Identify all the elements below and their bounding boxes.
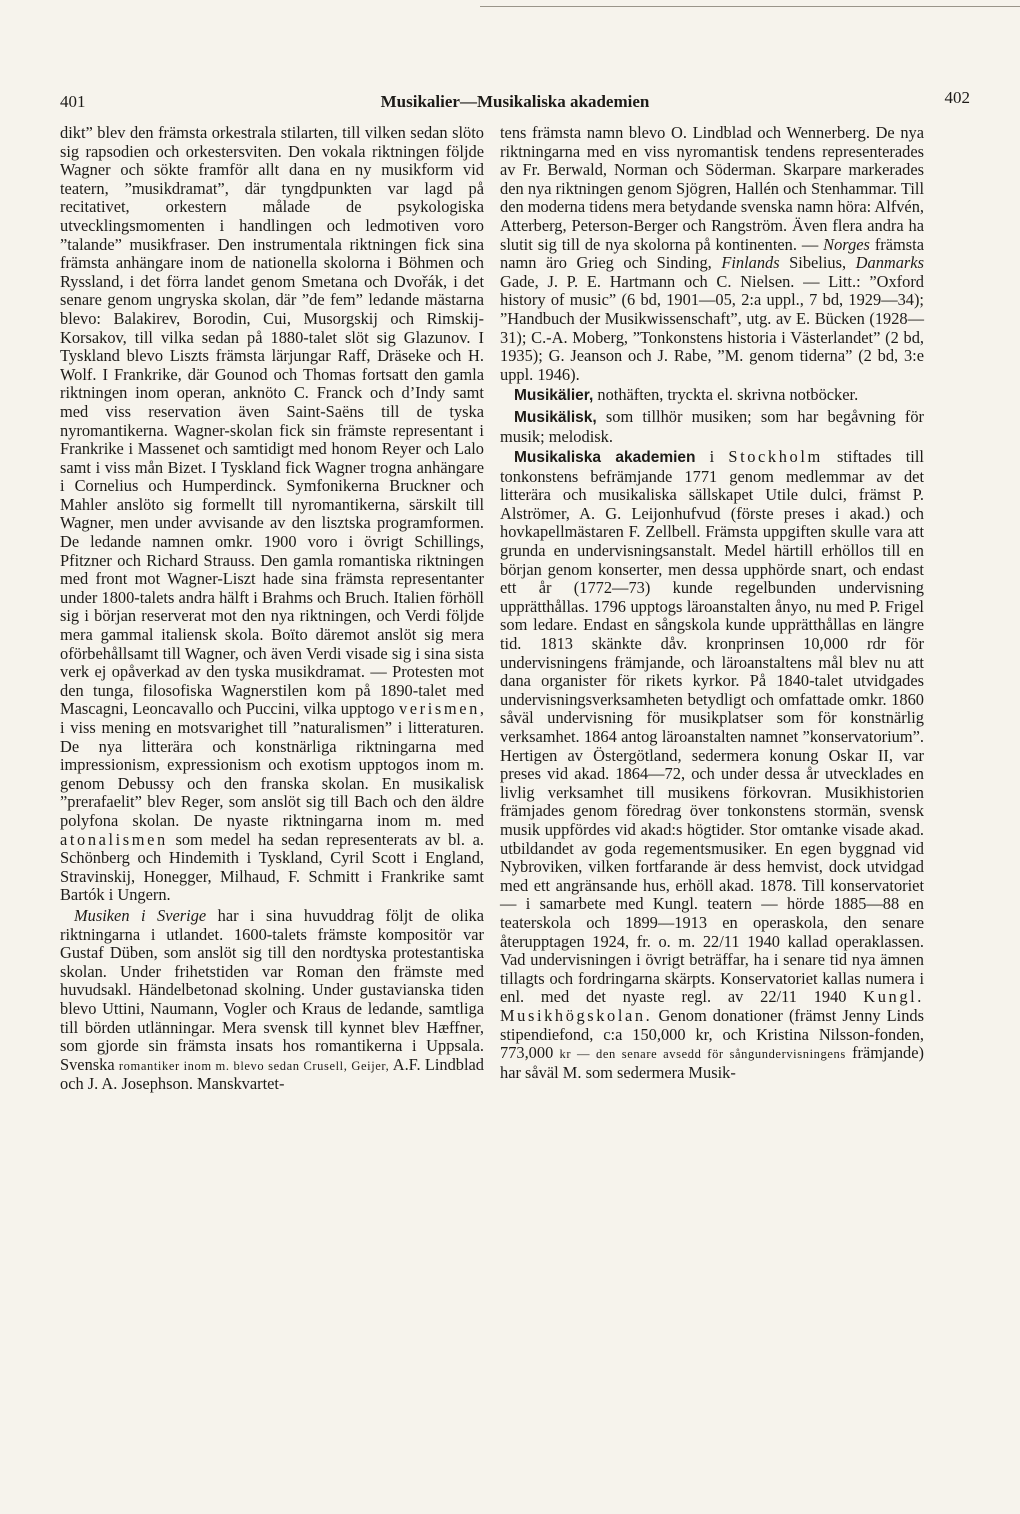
text-run: kr — den senare avsedd för sångundervisningens — [559, 1047, 846, 1062]
spaced-term: atonalismen — [60, 829, 168, 849]
text-run: tens främsta namn blevo O. Lindblad och Wennerberg. De nya riktningarna med en viss nyromantisk tendens representerades av Fr. Berwald, Norman och Söderman. Skarpare markerades den nya riktningen genom Sjögren, Hallén och Stenhammar. Till den moderna tidens mera betydande svenska namn höra: Alfvén, Atterberg, Peterson-Berger och Rangström. Även flera andra ha slutit sig till de nya skolorna på kontinenten. — — [500, 123, 924, 254]
text-run: stiftades till tonkonstens befrämjande 1771 genom medlemmar av det litterära och musikaliska sällskapet Utile dulci, främst P. Alströmer, A. G. Leijonhufvud (förste preses i akad.) och hovkapellmästaren F. Zellbell. Främsta uppgiften skulle vara att grunda en undervisningsanstalt. Medel härtill erhöllos till en början genom konserter, men dessa upphörde snart, och endast ett år (1772—73) kunde regelbunden undervisning upprätthållas. 1796 upptogs läroanstalten ånyo, nu med P. Frigel som ledare. Endast en sångskola kunde upprätthållas en längre tid. 1813 skänkte dåv. kronprinsen 10,000 rdr för undervisningens främjande, och läroanstaltens mål blev nu att dana organister för rikets kyrkor. På 1840-talet utvidgades undervisningsverksamheten betydligt och omfattade omkr. 1860 såväl undervisning för musikplatser som för konstnärlig verksamhet. 1864 antog läroanstalten namnet ”konservatorium”. Hertigen av Östergötland, sedermera konung Oskar II, var preses vid akad. 1864—72, och under dessa år utvecklades en livlig verksamhet till musikens förkovran. Musikhistorien främjades genom föredrag över tonkonstens stormän, svensk musik uppfördes vid akad:s högtider. Stor omtanke visade akad. utbildandet av goda regementsmusiker. En egen byggnad vid Nybroviken, vilken fortfarande är dess hemvist, dock utvidgad med ett angränsande hus, erhöll akad. 1878. Till konservatoriet — i samarbete med Kungl. teatern — hörde 1885—88 en teaterskola och 1899—1913 en operaskola, den senare återupptagen 1924, fr. o. m. 22/11 1940 kallad operaklassen. Vad undervisningen i övrigt beträffar, ha i senare tid nya ämnen tillagts och fordringarna skärpts. Konservatoriet kallas numera i enl. med det nyaste regl. av 22/11 1940 — [500, 447, 924, 1007]
headword: Musikaliska akademien — [514, 449, 696, 467]
text-run: Sibelius, — [789, 253, 847, 273]
paragraph — [500, 124, 924, 384]
text-run: i — [709, 447, 715, 467]
text-run: som medel ha sedan representerats av bl. a. Schönberg och Hindemith i Tyskland, Cyril Scott i England, Stravinskij, Honegger, Milhaud, F. Schmitt i Frankrike samt Bartók i Ungern. — [60, 829, 484, 905]
text-run: , i viss mening en motsvarighet till ”naturalismen” i litteraturen. De nya litterära och konstnärliga riktningarna med impressionism, expressionism och exotism upptogos inom m. genom Debussy och den franska skolan. En musikalisk ”prerafaelit” blev Reger, som anslöt sig till Bach och den äldre polyfona skolan. De nyaste riktningarna inom m. med — [60, 699, 484, 830]
spaced-term: Stockholm — [728, 447, 823, 467]
right-column — [500, 124, 924, 1082]
entry-musikalier — [500, 386, 924, 406]
left-column — [60, 124, 484, 1094]
page-number-left: 401 — [60, 92, 86, 111]
text-run: har i sina huvuddrag följt de olika riktningarna i utlandet. 1600-talets främste kompositör var Gustaf Düben, som anslöt sig till den nordtyska protestantiska skolan. Under frihetstiden var Roman den främste med huvudsakl. Händelbetonad skolning. Under gustavianska tiden blevo Uttini, Naumann, Vogler och Kraus de ledande, samtliga till börden utlänningar. Mera svensk till kynnet blev Hæffner, som gjorde sin främsta insats hos romantikerna i Uppsala. Svenska — [60, 905, 484, 1074]
entry-musikalisk — [500, 408, 924, 446]
spaced-term: Kungl. Musikhögskolan. — [500, 987, 924, 1025]
page-number-right: 402 — [944, 88, 970, 107]
section-title: Musiken i Sverige — [74, 905, 207, 925]
text-run: romantiker inom m. blevo sedan Crusell, Geijer, — [118, 1058, 390, 1073]
page-header — [60, 88, 970, 118]
italic-term: Danmarks — [855, 253, 924, 273]
text-run: främsta namn äro Grieg och Sinding, — [500, 234, 924, 273]
spaced-term: verismen — [399, 699, 480, 719]
text-run: A.F. Lindblad och J. A. Josephson. Manskvartet- — [60, 1054, 485, 1094]
headword: Musikälisk, — [514, 408, 597, 426]
text-run: främjande) har såväl M. som sedermera Musik- — [500, 1043, 924, 1082]
top-rule — [480, 6, 1020, 7]
text-run: Gade, J. P. E. Hartmann och C. Nielsen. — Litt.: ”Oxford history of music” (6 bd, 1901—05, 2:a uppl., 7 bd, 1929—34); ”Handbuch der Musikwissenschaft”, utg. av E. Bücken (1928—31); C.-A. Moberg, ”Tonkonstens historia i Västerlandet” (2 bd, 1935); G. Jeanson och J. Rabe, ”M. genom tiderna” (2 bd, 3:e uppl. 1946). — [500, 271, 924, 384]
text-run: dikt” blev den främsta orkestrala stilarten, till vilken sedan slöto sig rapsodien och orkestersviten. Den vokala riktningen följde Wagner och sökte framför allt dana en ny musikform vid teatern, ”musikdramat”, där tyngdpunkten var lagd på recitativet, orkestern målade de psykologiska utvecklingsmomenten i handlingen och ledmotiven voro ”talande” musikfraser. Den instrumentala riktningen fick sina främsta anhängare inom de nationella skolorna i Böhmen och Ryssland, i det förra landet genom Smetana och Dvořák, i det senare genom ungryska skolan, där ”de fem” ledande mästarna blevo: Balakirev, Borodin, Cui, Musorgskij och Rimskij-Korsakov, till vilka sedan på 1880-talet slöt sig Glazunov. I Tyskland blevo Liszts främsta lärjungar Raff, Dräseke och H. Wolf. I Frankrike, där Gounod och Thomas fortsatt den gamla riktningen inom operan, anknöto C. Franck och d’Indy samt med viss reservation även Saint-Saëns till de tyska nyromantikerna. Wagner-skolan fick sin främste representant i Frankrike i Massenet och samtidigt med honom Reyer och Lalo samt i viss mån Bizet. I Tyskland fick Wagner trogna anhängare i Cornelius och Humperdinck. Symfonikerna Bruckner och Mahler anslöto sig formellt till nyromantikerna, särskilt till Wagner, men under avvisande av den lisztska programformen. De ledande namnen omkr. 1900 voro i övrigt Schillings, Pfitzner och Richard Strauss. Den gamla romantiska riktningen med front mot Wagner-Liszt hade sina främsta representanter under 1800-talets andra hälft i Brahms och Bruch. Italien förhöll sig i början reserverat mot den nya riktningen, och Verdi följde mera gammal italiensk skola. Boïto däremot anslöt sig mera oförbehållsamt till Wagner, och även Verdi visade sig i sina sista verk ej opåverkad av den tyska musikdramat. — Protesten mot den tunga, filosofiska Wagnerstilen kom på 1890-talet med Mascagni, Leoncavallo och Puccini, vilka upptogo — [60, 123, 484, 719]
text-run: Genom donationer (främst Jenny Linds stipendiefond, c:a 150,000 kr, och Kristina Nilsson-fonden, 773,000 — [500, 1005, 924, 1063]
headword: Musikälier, — [514, 387, 594, 405]
entry-musikaliska-akademien — [500, 448, 924, 1082]
paragraph — [60, 124, 484, 905]
italic-term: Norges — [823, 234, 870, 254]
paragraph — [60, 907, 484, 1094]
definition: nothäften, tryckta el. skrivna notböcker. — [597, 385, 859, 405]
running-title: Musikalier—Musikaliska akademien — [380, 92, 650, 111]
definition: som tillhör musiken; som har begåvning för musik; melodisk. — [500, 406, 924, 446]
italic-term: Finlands — [721, 253, 780, 273]
